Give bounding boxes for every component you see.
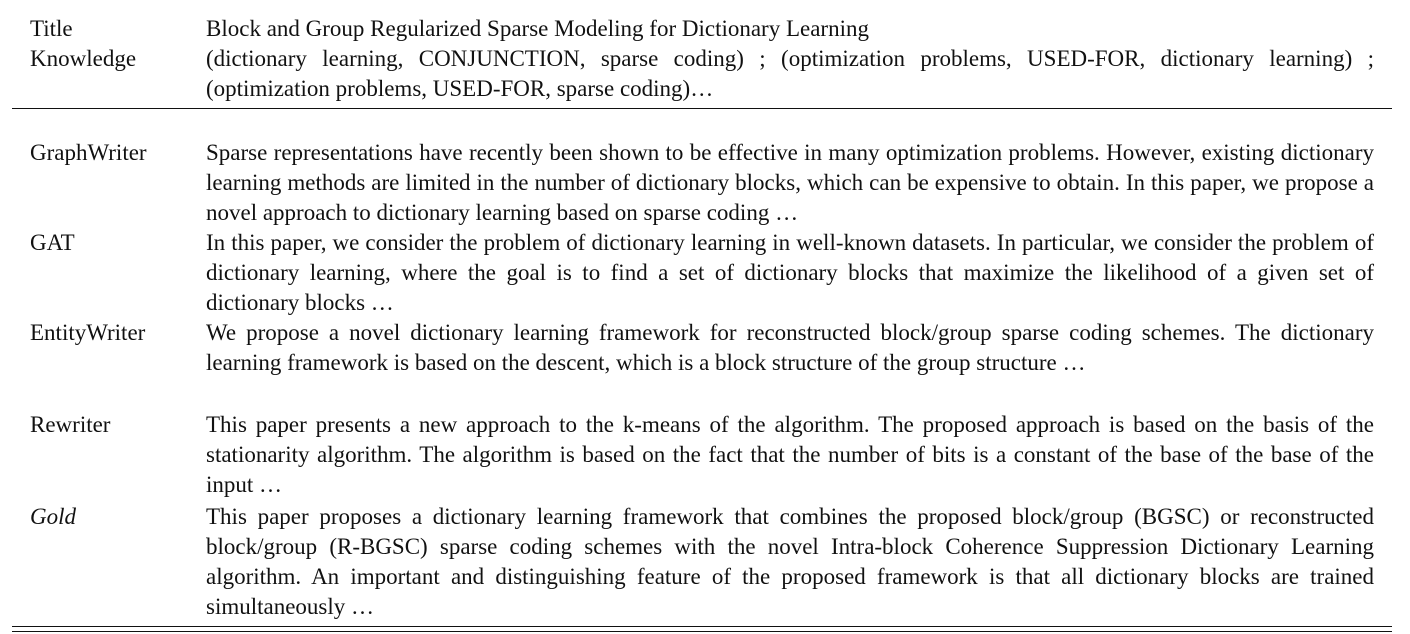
system-output: This paper presents a new approach to the k-means of the algorithm. The proposed approach is based on the basis of the stationarity algorithm. The algorithm is based on the fact that the number of bits is a constant of the base of the base of the input … xyxy=(206,412,1374,497)
system-output: Sparse representations have recently been shown to be effective in many optimization problems. However, existing dictionary learning methods are limited in the number of dictionary blocks, which can be expensive to obtain. In this paper, we propose a novel approach to dictionary learning based on sparse coding … xyxy=(206,140,1374,225)
system-name: Rewriter xyxy=(30,412,111,437)
bottom-rule-2 xyxy=(12,631,1392,632)
header-rule xyxy=(12,108,1392,109)
system-output: In this paper, we consider the problem of dictionary learning in well-known datasets. In particular, we consider the problem of dictionary learning, where the goal is to find a set of dictionary blocks that maximize the likelihood of a given set of dictionary blocks … xyxy=(206,230,1374,315)
system-name: Gold xyxy=(30,504,76,529)
system-name: GraphWriter xyxy=(30,140,147,165)
knowledge-value: (dictionary learning, CONJUNCTION, sparse coding) ; (optimization problems, USED-FOR, dictionary learning) ; (optimization problems, USED-FOR, sparse coding)… xyxy=(206,46,1374,101)
knowledge-label: Knowledge xyxy=(30,46,137,71)
title-value: Block and Group Regularized Sparse Modeling for Dictionary Learning xyxy=(206,16,869,41)
title-label: Title xyxy=(30,16,73,41)
system-name: EntityWriter xyxy=(30,320,146,345)
system-output: This paper proposes a dictionary learning framework that combines the proposed block/group (BGSC) or reconstructed block/group (R-BGSC) sparse coding schemes with the novel Intra-block Coherence Suppression Dictionary Learning algorithm. An important and distinguishing feature of the proposed framework is that all dictionary blocks are trained simultaneously … xyxy=(206,504,1374,619)
bottom-rule-1 xyxy=(12,626,1392,627)
system-name: GAT xyxy=(30,230,75,255)
system-output: We propose a novel dictionary learning framework for reconstructed block/group sparse coding schemes. The dictionary learning framework is based on the descent, which is a block structure of the group structure … xyxy=(206,320,1374,375)
